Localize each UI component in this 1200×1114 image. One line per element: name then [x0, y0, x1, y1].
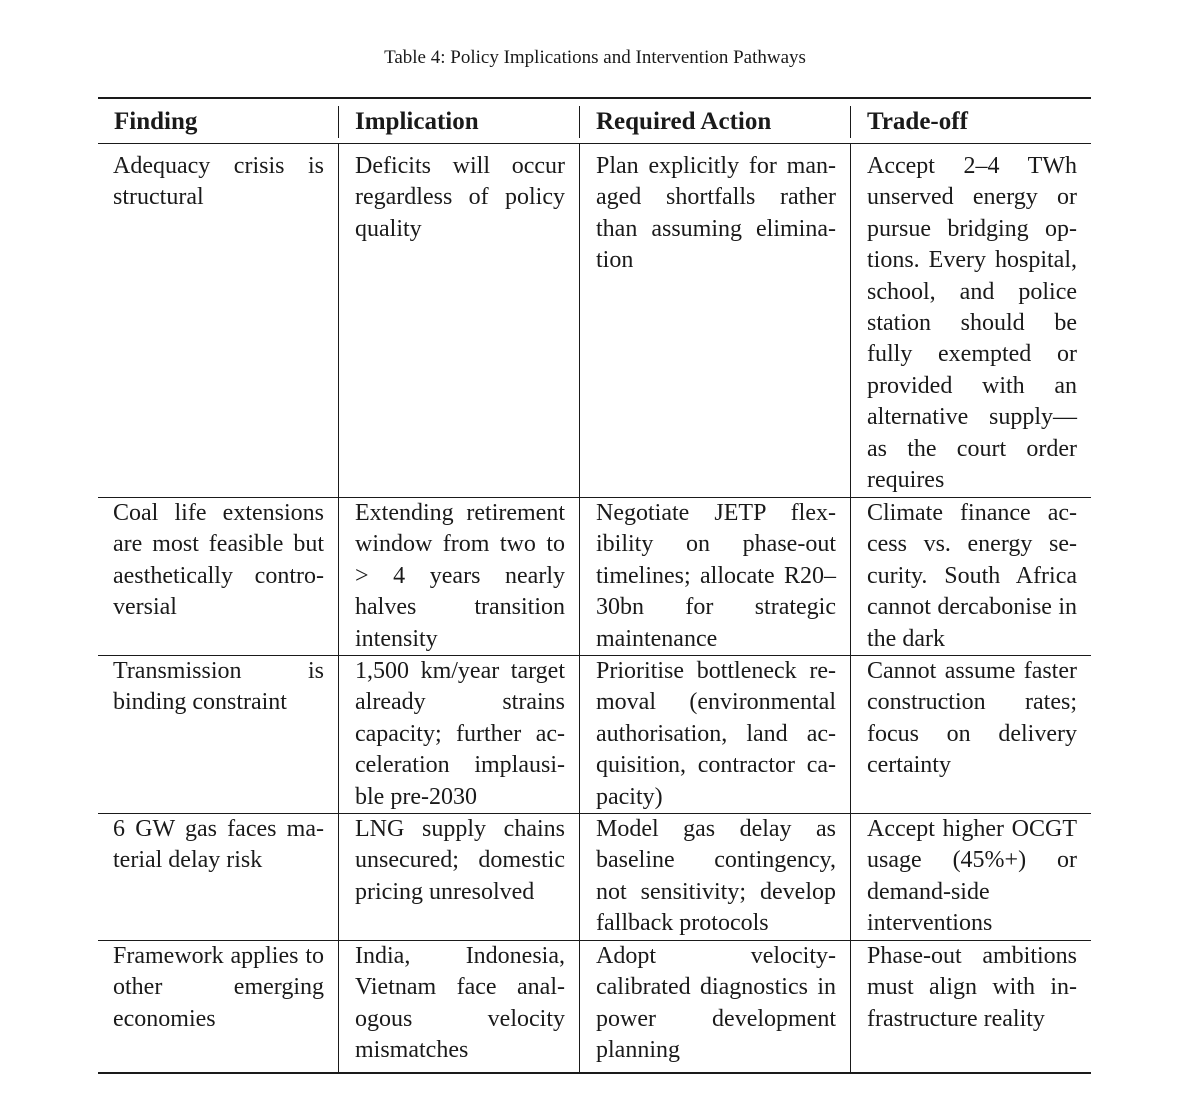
header-column-divider [338, 106, 339, 138]
table-cell-required-action: Plan explicitly for managed shortfalls rather than assuming elimination [596, 153, 836, 274]
header-column-divider [850, 106, 851, 138]
table-cell-required-action: Prioritise bottleneck removal (environmental authorisation, land acquisition, contractor capacity) [596, 658, 836, 810]
table-cell-trade-off: Phase-out ambitions must align with infrastructure reality [867, 943, 1077, 1032]
table-cell-required-action: Adopt velocity-calibrated diagnostics in power development planning [596, 943, 836, 1064]
table-cell-finding: Framework applies to other emerging economies [113, 943, 324, 1032]
table-cell-finding: Adequacy crisis is structural [113, 153, 324, 211]
table-caption: Table 4: Policy Implications and Intervention Pathways [384, 47, 806, 68]
header-column-divider [579, 106, 580, 138]
table-cell-finding: Coal life extensions are most feasible but aesthetically controversial [113, 500, 324, 621]
header-implication: Implication [355, 108, 479, 135]
header-required-action: Required Action [596, 108, 772, 135]
table-top-rule [98, 97, 1091, 99]
table-cell-implication: India, Indonesia, Vietnam face analogous velocity mismatches [355, 943, 565, 1064]
table-header-rule [98, 143, 1091, 144]
table-cell-implication: Extending retirement window from two to > 4 years nearly halves transition intensity [355, 500, 565, 652]
column-divider [338, 144, 339, 1072]
table-cell-implication: 1,500 km/year target already strains capacity; further acceleration implausible pre-2030 [355, 658, 565, 810]
header-trade-off: Trade-off [867, 108, 968, 135]
table-cell-implication: LNG supply chains unsecured; domestic pricing unresolved [355, 816, 565, 905]
table-cell-trade-off: Climate finance access vs. energy security. South Africa cannot dercabonise in the dark [867, 500, 1077, 652]
table-cell-trade-off: Accept 2–4 TWh unserved energy or pursue bridging options. Every hospital, school, and police station should be fully exempted or provided with an alternative supply—as the court order requires [867, 153, 1077, 494]
table-cell-required-action: Negotiate JETP flexibility on phase-out timelines; allocate R20–30bn for strategic maintenance [596, 500, 836, 652]
table-cell-required-action: Model gas delay as baseline contingency, not sensitivity; develop fallback protocols [596, 816, 836, 937]
column-divider [579, 144, 580, 1072]
table-cell-trade-off: Cannot assume faster construction rates; focus on delivery certainty [867, 658, 1077, 779]
table-cell-implication: Deficits will occur regardless of policy quality [355, 153, 565, 242]
table-cell-finding: 6 GW gas faces material delay risk [113, 816, 324, 874]
table-bottom-rule [98, 1072, 1091, 1074]
column-divider [850, 144, 851, 1072]
table-cell-finding: Transmission is binding constraint [113, 658, 324, 716]
table-cell-trade-off: Accept higher OCGT usage (45%+) or demand-side interventions [867, 816, 1077, 937]
header-finding: Finding [114, 108, 198, 135]
